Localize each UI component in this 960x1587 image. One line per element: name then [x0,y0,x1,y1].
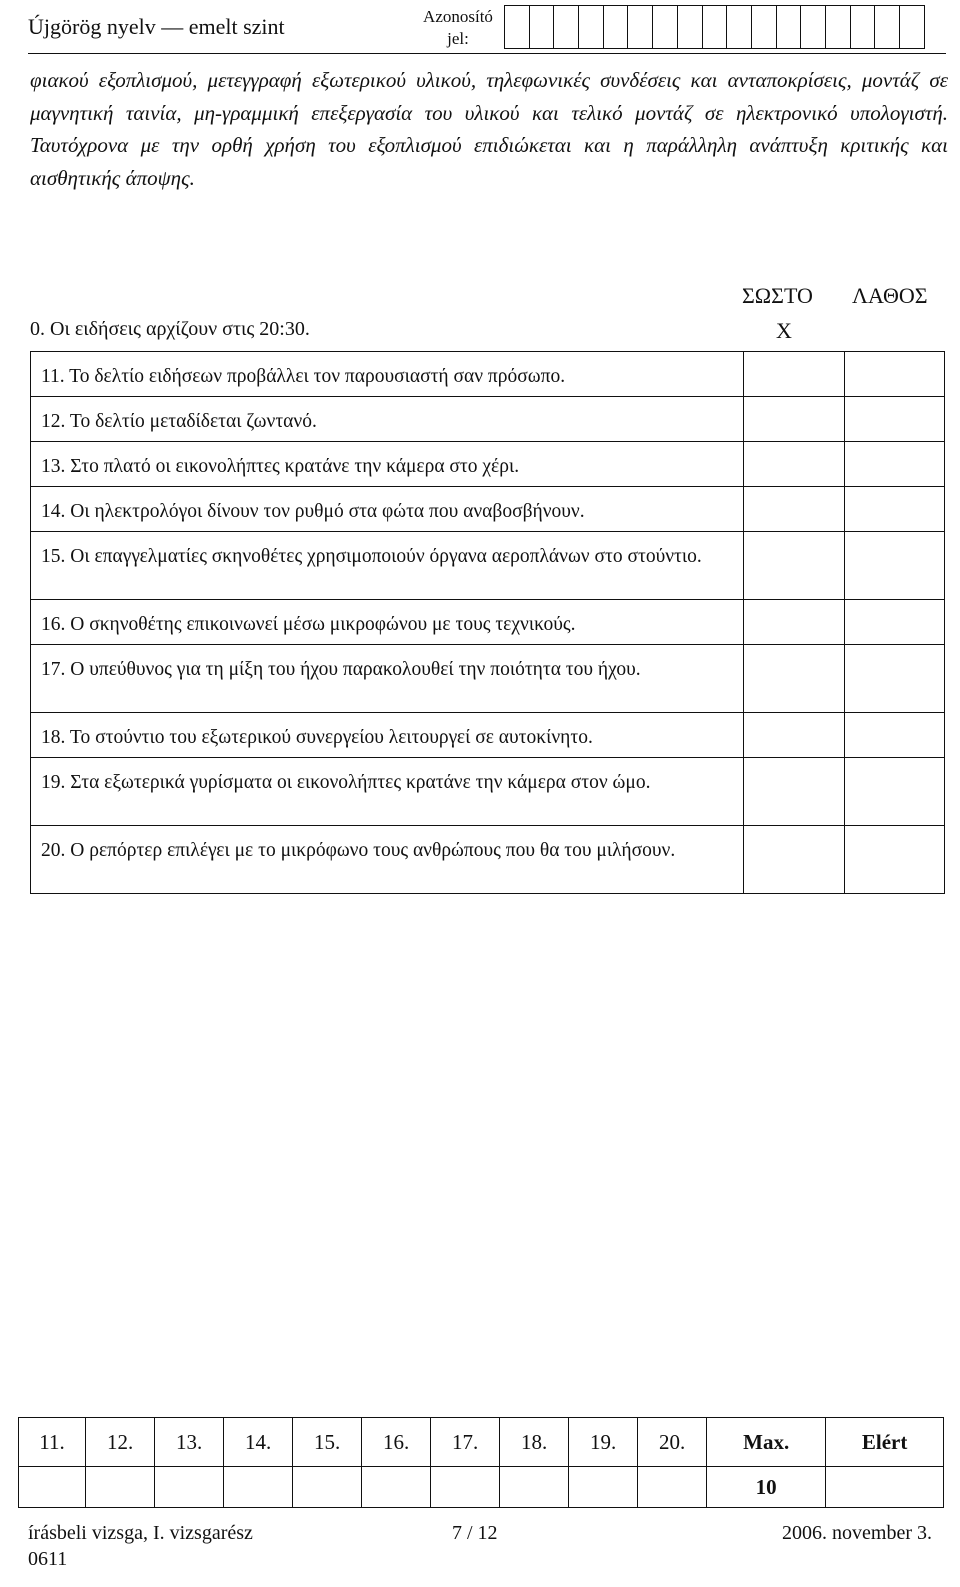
score-header: 12. [86,1418,155,1467]
id-box[interactable] [677,5,703,49]
id-box[interactable] [652,5,678,49]
score-header: 16. [362,1418,431,1467]
id-box[interactable] [603,5,629,49]
id-box[interactable] [874,5,900,49]
statement-text: 17. Ο υπεύθυνος για τη μίξη του ήχου παρακολουθεί την ποιότητα του ήχου. [31,645,744,713]
table-row [31,758,945,826]
table-row [31,532,945,600]
answer-false-cell[interactable] [844,532,945,600]
answer-true-cell[interactable] [744,532,844,600]
intro-paragraph: φιακού εξοπλισμού, μετεγγραφή εξωτερικού υλικού, τηλεφωνικές συνδέσεις και ανταποκρίσεις, μοντάζ σε μαγνητική ταινία, μη-γραμμική επεξεργασία του υλικού και τελικό μοντάζ σε ηλεκτρονικό υπολογιστή. Ταυτόχρονα με την ορθή χρήση του εξοπλισμού επιδιώκεται και η παράλληλη ανάπτυξη κριτικής και αισθητικής άποψης. [30,68,948,190]
score-cell[interactable] [86,1467,155,1508]
statement-text: 19. Στα εξωτερικά γυρίσματα οι εικονολήπτες κρατάνε την κάμερα στον ώμο. [31,758,744,826]
score-cell[interactable] [569,1467,638,1508]
table-row [31,397,945,442]
id-label [418,6,498,50]
answer-false-cell[interactable] [844,487,945,532]
answer-false-cell[interactable] [844,600,945,645]
id-box[interactable] [825,5,851,49]
footer-code: 0611 [28,1548,68,1570]
answer-false-cell[interactable] [844,397,945,442]
column-true-heading: ΣΩΣΤΟ [742,283,813,308]
answer-true-cell[interactable] [744,352,844,397]
example-mark: X [776,318,792,343]
id-box[interactable] [627,5,653,49]
answer-false-cell[interactable] [844,645,945,713]
footer-exam: írásbeli vizsga, I. vizsgarész [28,1522,253,1544]
score-header: 20. [638,1418,707,1467]
score-cell[interactable] [19,1467,86,1508]
statement-text: 11. Το δελτίο ειδήσεων προβάλλει τον παρουσιαστή σαν πρόσωπο. [31,352,744,397]
statement-text: 20. Ο ρεπόρτερ επιλέγει με το μικρόφωνο τους ανθρώπους που θα του μιλήσουν. [31,826,744,894]
score-cell[interactable] [362,1467,431,1508]
answer-true-cell[interactable] [744,826,844,894]
score-header: 18. [500,1418,569,1467]
answer-true-cell[interactable] [744,397,844,442]
score-header: 17. [431,1418,500,1467]
table-row [31,713,945,758]
score-header-row [19,1418,944,1467]
id-box[interactable] [553,5,579,49]
id-box[interactable] [702,5,728,49]
answer-false-cell[interactable] [844,826,945,894]
score-table [18,1417,944,1508]
statement-text: 13. Στο πλατό οι εικονολήπτες κρατάνε την κάμερα στο χέρι. [31,442,744,487]
table-row [31,487,945,532]
answer-true-cell[interactable] [744,442,844,487]
id-box[interactable] [726,5,752,49]
statement-text: 18. Το στούντιο του εξωτερικού συνεργείου λειτουργεί σε αυτοκίνητο. [31,713,744,758]
table-row [31,826,945,894]
column-false-heading: ΛΑΘΟΣ [852,283,928,308]
answer-true-cell[interactable] [744,487,844,532]
id-box[interactable] [529,5,555,49]
table-row [31,645,945,713]
score-cell[interactable] [500,1467,569,1508]
score-header: 14. [224,1418,293,1467]
table-row [31,352,945,397]
score-value-row [19,1467,944,1508]
id-label-line2: jel: [447,29,469,48]
id-box[interactable] [776,5,802,49]
score-cell[interactable] [224,1467,293,1508]
id-box[interactable] [800,5,826,49]
id-box[interactable] [751,5,777,49]
id-box[interactable] [504,5,530,49]
statements-table [30,351,945,894]
answer-false-cell[interactable] [844,352,945,397]
answer-false-cell[interactable] [844,442,945,487]
header-title: Újgörög nyelv — emelt szint [28,14,285,39]
footer-date: 2006. november 3. [782,1522,932,1544]
score-header-max: Max. [707,1418,826,1467]
score-cell[interactable] [638,1467,707,1508]
score-header: 13. [155,1418,224,1467]
id-label-line1: Azonosító [423,7,493,26]
score-header-achieved: Elért [826,1418,944,1467]
score-cell[interactable] [155,1467,224,1508]
statement-text: 16. Ο σκηνοθέτης επικοινωνεί μέσω μικροφώνου με τους τεχνικούς. [31,600,744,645]
statement-text: 14. Οι ηλεκτρολόγοι δίνουν τον ρυθμό στα φώτα που αναβοσβήνουν. [31,487,744,532]
statement-text: 12. Το δελτίο μεταδίδεται ζωντανό. [31,397,744,442]
header-divider [28,53,946,54]
score-header: 11. [19,1418,86,1467]
answer-false-cell[interactable] [844,713,945,758]
score-achieved-cell[interactable] [826,1467,944,1508]
statement-text: 15. Οι επαγγελματίες σκηνοθέτες χρησιμοποιούν όργανα αεροπλάνων στο στούντιο. [31,532,744,600]
table-row [31,442,945,487]
id-box[interactable] [578,5,604,49]
answer-true-cell[interactable] [744,645,844,713]
score-max-value: 10 [707,1467,826,1508]
score-cell[interactable] [431,1467,500,1508]
answer-true-cell[interactable] [744,600,844,645]
table-row [31,600,945,645]
id-boxes [505,5,925,49]
footer-page: 7 / 12 [452,1522,498,1544]
answer-true-cell[interactable] [744,758,844,826]
answer-true-cell[interactable] [744,713,844,758]
id-box[interactable] [899,5,925,49]
score-header: 15. [293,1418,362,1467]
example-statement: 0. Οι ειδήσεις αρχίζουν στις 20:30. [30,318,310,340]
score-header: 19. [569,1418,638,1467]
id-box[interactable] [850,5,876,49]
answer-false-cell[interactable] [844,758,945,826]
score-cell[interactable] [293,1467,362,1508]
